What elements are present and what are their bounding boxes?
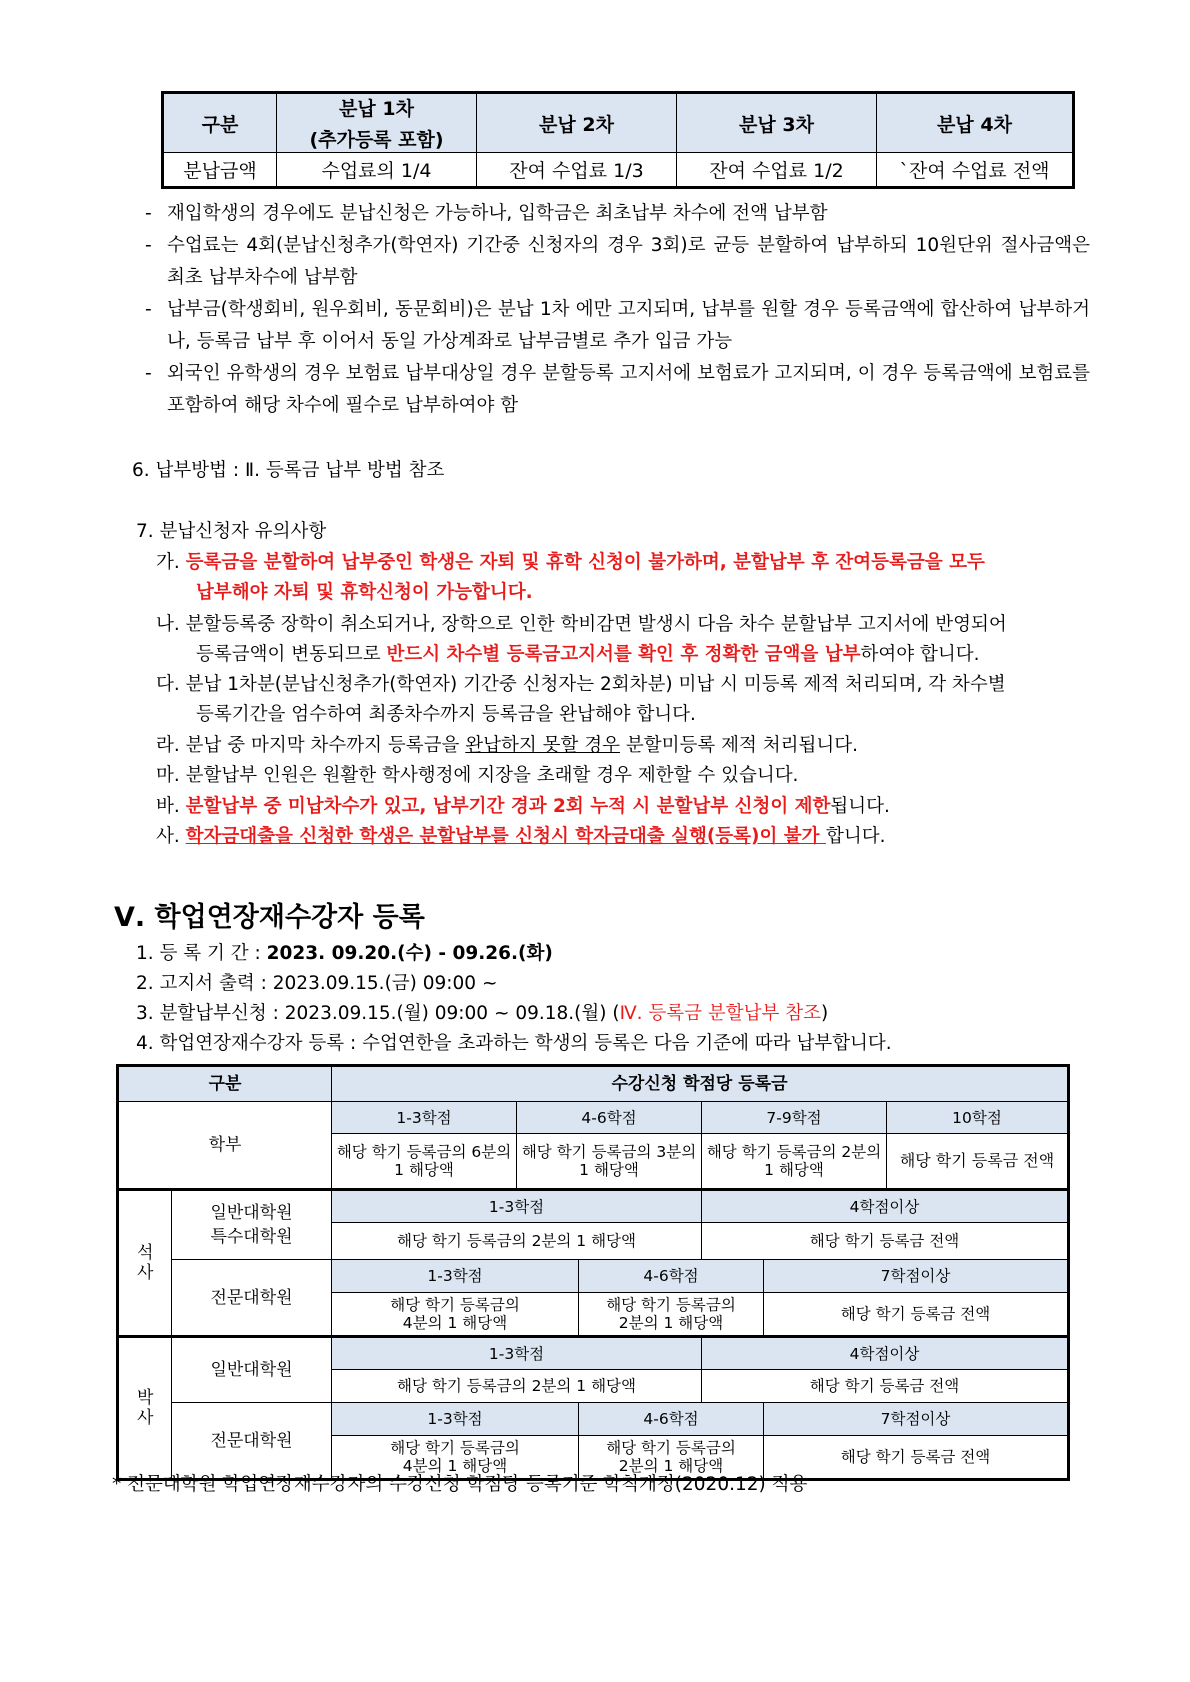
- doctoral-label: 박사: [118, 1337, 172, 1480]
- ms-general-2: 특수대학원: [210, 1227, 293, 1247]
- l3-a: 3. 분할납부신청 : 2023.09.15.(월) 09:00 ~ 09.18.(월) (: [136, 1003, 620, 1024]
- l1-value: 2023. 09.20.(수) - 09.26.(화): [266, 943, 553, 964]
- section-title: Ⅴ. 학업연장재수강자 등록: [114, 902, 425, 933]
- item-7-ma: 마. 분할납부 인원은 원활한 학사행정에 지장을 초래할 경우 제한할 수 있습니다.: [156, 765, 799, 786]
- ms-prof-label: 전문대학원: [172, 1260, 332, 1337]
- bullet-text: 재입학생의 경우에도 분납신청은 가능하나, 입학금은 최초납부 차수에 전액 납부함: [167, 203, 828, 224]
- section5-line4: 4. 학업연장재수강자 등록 : 수업연한을 초과하는 학생의 등록은 다음 기준에 따라 납부합니다.: [136, 1033, 892, 1054]
- l3-c: ): [821, 1003, 829, 1024]
- fee-table: [116, 1064, 1070, 1481]
- msp-val-1a: 해당 학기 등록금의: [390, 1296, 520, 1314]
- bullet-text: 납부금(학생회비, 원우회비, 동문회비)은 분납 1차 에만 고지되며, 납부를 원할 경우 등록금액에 합산하여 납부하거나, 등록금 납부 후 이어서 동일 가상계좌로 납부금별로 추가 입금 가능: [167, 299, 1090, 352]
- item-7-da: 다. 분납 1차분(분납신청추가(학연자) 기간중 신청자는 2회차분) 미납 시 미등록 제적 처리되며, 각 차수별: [156, 674, 1006, 695]
- th-installment-1-line2: (추가등록 포함): [309, 129, 444, 151]
- na-c: 하여야 합니다.: [860, 644, 980, 665]
- msp-val-2: [579, 1293, 764, 1337]
- msp-val-1: [332, 1293, 579, 1337]
- na-b: 반드시 차수별 등록금고지서를 확인 후 정확한 금액을 납부: [386, 644, 861, 665]
- phd-col-2: 4학점이상: [702, 1337, 1069, 1370]
- msp-val-2b: 2분의 1 해당액: [618, 1314, 724, 1332]
- item-7-ga-2: [196, 578, 533, 608]
- ms-val-2: 해당 학기 등록금 전액: [702, 1223, 1069, 1260]
- msp-val-3: 해당 학기 등록금 전액: [764, 1293, 1069, 1337]
- item-7-title: 7. 분납신청자 유의사항: [136, 521, 327, 542]
- phdp-col-2: 4-6학점: [579, 1403, 764, 1436]
- installment-table: [161, 91, 1075, 189]
- phd-val-1: 해당 학기 등록금의 2분의 1 해당액: [332, 1370, 702, 1403]
- footnote: * 전문대학원 학업연장재수강자의 수강신청 학점당 등록기준 학칙개정(2020.12) 적용: [112, 1474, 808, 1495]
- item-7-na-2: [196, 640, 979, 670]
- ms-general-label: [172, 1190, 332, 1260]
- sa-prefix: 사.: [156, 826, 180, 847]
- ba-red: 분할납부 중 미납차수가 있고, 납부기간 경과 2회 누적 시 분할납부 신청이 제한: [185, 796, 831, 817]
- ug-val-4: 해당 학기 등록금 전액: [887, 1134, 1069, 1190]
- sa-red: 학자금대출을 신청한 학생은 분할납부를 신청시 학자금대출 실행(등록)이 불가: [185, 826, 826, 847]
- ba-tail: 됩니다.: [830, 796, 890, 817]
- ra-a: 라. 분납 중 마지막 차수까지 등록금을: [156, 735, 466, 756]
- phd-val-2: 해당 학기 등록금 전액: [702, 1370, 1069, 1403]
- td-amount-4: `잔여 수업료 전액: [877, 153, 1074, 188]
- msp-col-2: 4-6학점: [579, 1260, 764, 1293]
- ba-prefix: 바.: [156, 796, 180, 817]
- ms-col-2: 4학점이상: [702, 1190, 1069, 1223]
- ug-col-2: 4-6학점: [517, 1102, 702, 1134]
- sa-tail: 합니다.: [825, 826, 886, 847]
- section5-line2: 2. 고지서 출력 : 2023.09.15.(금) 09:00 ~: [136, 973, 498, 994]
- msp-val-1b: 4분의 1 해당액: [402, 1314, 508, 1332]
- item-7-na: 나. 분할등록중 장학이 취소되거나, 장학으로 인한 학비감면 발생시 다음 차수 분할납부 고지서에 반영되어: [156, 614, 1007, 635]
- masters-label: 석사: [118, 1190, 172, 1337]
- msp-col-3: 7학점이상: [764, 1260, 1069, 1293]
- th-gubun: 구분: [163, 93, 277, 153]
- l1-label: 1. 등 록 기 간 :: [136, 943, 267, 964]
- td-amount-1: 수업료의 1/4: [277, 153, 477, 188]
- bullet-item: - 외국인 유학생의 경우 보험료 납부대상일 경우 분할등록 고지서에 보험료가 고지되며, 이 경우 등록금액에 보험료를 포함하여 해당 차수에 필수로 납부하여야 함: [145, 358, 1090, 422]
- bullet-item: - 수업료는 4회(분납신청추가(학연자) 기간중 신청자의 경우 3회)로 균등 분할하여 납부하되 10원단위 절사금액은 최초 납부차수에 납부함: [145, 230, 1090, 294]
- th-gubun: 구분: [118, 1066, 332, 1102]
- undergrad-label: 학부: [118, 1102, 332, 1190]
- ug-val-1: 해당 학기 등록금의 6분의 1 해당액: [332, 1134, 517, 1190]
- phd-col-1: 1-3학점: [332, 1337, 702, 1370]
- th-installment-2: 분납 2차: [477, 93, 677, 153]
- th-installment-1-line1: 분납 1차: [339, 98, 414, 120]
- bullet-text: 수업료는 4회(분납신청추가(학연자) 기간중 신청자의 경우 3회)로 균등 분할하여 납부하되 10원단위 절사금액은 최초 납부차수에 납부함: [167, 235, 1090, 288]
- bullet-item: - 납부금(학생회비, 원우회비, 동문회비)은 분납 1차 에만 고지되며, 납부를 원할 경우 등록금액에 합산하여 납부하거나, 등록금 납부 후 이어서 동일 가상계좌로 납부금별로 추가 입금 가능: [145, 294, 1090, 358]
- td-amount-2: 잔여 수업료 1/3: [477, 153, 677, 188]
- ug-col-4: 10학점: [887, 1102, 1069, 1134]
- th-installment-4: 분납 4차: [877, 93, 1074, 153]
- phdp-val-2a: 해당 학기 등록금의: [606, 1439, 736, 1457]
- bullet-item: - 재입학생의 경우에도 분납신청은 가능하나, 입학금은 최초납부 차수에 전액 납부함: [145, 198, 1090, 230]
- item-7-sa: [156, 822, 885, 852]
- ms-general-1: 일반대학원: [210, 1203, 293, 1223]
- ga-line2: 납부해야 자퇴 및 휴학신청이 가능합니다.: [196, 582, 533, 603]
- item-7-ra: [156, 731, 858, 761]
- item-7-ba: [156, 792, 890, 822]
- th-fee: 수강신청 학점당 등록금: [332, 1066, 1069, 1102]
- section5-line3: [136, 999, 828, 1029]
- phdp-val-3: 해당 학기 등록금 전액: [764, 1436, 1069, 1480]
- td-amount-3: 잔여 수업료 1/2: [677, 153, 877, 188]
- td-label: 분납금액: [163, 153, 277, 188]
- phdp-col-3: 7학점이상: [764, 1403, 1069, 1436]
- phd-prof-label: 전문대학원: [172, 1403, 332, 1480]
- phdp-val-1b: 4분의 1 해당액: [402, 1457, 508, 1475]
- ra-b: 완납하지 못할 경우: [465, 735, 620, 756]
- msp-col-1: 1-3학점: [332, 1260, 579, 1293]
- ms-val-1: 해당 학기 등록금의 2분의 1 해당액: [332, 1223, 702, 1260]
- phd-general-label: 일반대학원: [172, 1337, 332, 1403]
- ug-val-2: 해당 학기 등록금의 3분의 1 해당액: [517, 1134, 702, 1190]
- na-a: 등록금액이 변동되므로: [196, 644, 387, 665]
- item-7-da-2: 등록기간을 엄수하여 최종차수까지 등록금을 완납해야 합니다.: [196, 704, 696, 725]
- ug-col-3: 7-9학점: [702, 1102, 887, 1134]
- item-7-ga: [156, 548, 985, 578]
- phdp-col-1: 1-3학점: [332, 1403, 579, 1436]
- ga-prefix: 가.: [156, 552, 180, 573]
- ra-c: 분할미등록 제적 처리됩니다.: [619, 735, 858, 756]
- th-installment-3: 분납 3차: [677, 93, 877, 153]
- phdp-val-2b: 2분의 1 해당액: [618, 1457, 724, 1475]
- msp-val-2a: 해당 학기 등록금의: [606, 1296, 736, 1314]
- ga-line1: 등록금을 분할하여 납부중인 학생은 자퇴 및 휴학 신청이 불가하며, 분할납부 후 잔여등록금을 모두: [185, 552, 985, 573]
- item-6: 6. 납부방법 : Ⅱ. 등록금 납부 방법 참조: [132, 460, 445, 481]
- ug-col-1: 1-3학점: [332, 1102, 517, 1134]
- ug-val-3: 해당 학기 등록금의 2분의 1 해당액: [702, 1134, 887, 1190]
- section5-line1: [136, 939, 553, 969]
- l3-b: Ⅳ. 등록금 분할납부 참조: [619, 1003, 822, 1024]
- phdp-val-1a: 해당 학기 등록금의: [390, 1439, 520, 1457]
- th-installment-1: [277, 93, 477, 153]
- ms-col-1: 1-3학점: [332, 1190, 702, 1223]
- bullet-text: 외국인 유학생의 경우 보험료 납부대상일 경우 분할등록 고지서에 보험료가 고지되며, 이 경우 등록금액에 보험료를 포함하여 해당 차수에 필수로 납부하여야 함: [167, 363, 1090, 416]
